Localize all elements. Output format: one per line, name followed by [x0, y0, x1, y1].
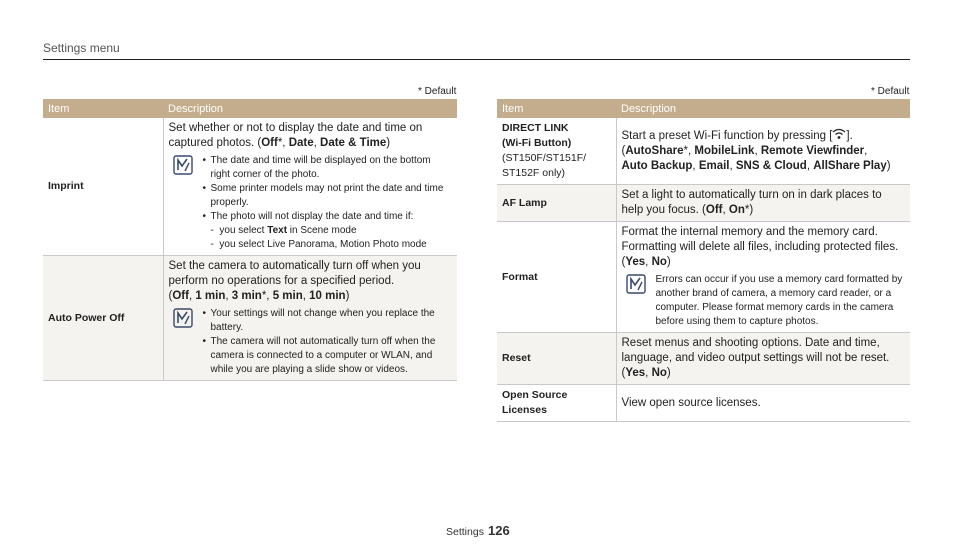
column-header-description: Description [163, 99, 457, 118]
item-imprint: Imprint [43, 118, 163, 256]
table-row-auto-power-off [43, 256, 457, 381]
item-open-source-licenses: Open Source Licenses [497, 385, 616, 422]
table-header-row [43, 99, 457, 118]
note-pencil-icon [626, 274, 646, 294]
table-row-format [497, 222, 910, 333]
description-direct-link: Start a preset Wi-Fi function by pressing [ ]. (AutoShare*, MobileLink, Remote Viewfinder, Auto Backup, Email, SNS & Cloud, AllShare Play) [616, 118, 910, 185]
footer-label: Settings [446, 526, 484, 538]
page-number: 126 [488, 523, 510, 538]
note-pencil-icon [173, 155, 193, 175]
table-header-row [497, 99, 910, 118]
column-header-item: Item [43, 99, 163, 118]
section-header: Settings menu [43, 41, 120, 55]
description-open-source-licenses: View open source licenses. [616, 385, 910, 422]
table-row-reset [497, 333, 910, 385]
settings-table-right [497, 99, 910, 422]
description-reset: Reset menus and shooting options. Date and time, language, and video output settings will not be reset. (Yes, No) [616, 333, 910, 385]
note-item: • The camera will not automatically turn off when the camera is connected to a computer or WLAN, and while you are playing a slide show or videos. [203, 335, 453, 377]
note-pencil-icon [173, 308, 193, 328]
column-header-item: Item [497, 99, 616, 118]
apo-note [169, 307, 453, 377]
description-format [616, 222, 910, 333]
format-note [622, 273, 906, 329]
item-reset: Reset [497, 333, 616, 385]
apo-text: Set the camera to automatically turn off when you perform no operations for a specified period. (Off, 1 min, 3 min*, 5 min, 10 min) [168, 260, 421, 302]
table-row-direct-link [497, 118, 910, 185]
item-af-lamp: AF Lamp [497, 185, 616, 222]
column-header-description: Description [616, 99, 910, 118]
format-text: Format the internal memory and the memory card. Formatting will delete all files, including protected files. (Yes, No) [621, 226, 899, 268]
description-auto-power-off [163, 256, 457, 381]
note-subitem: - you select Text in Scene mode [210, 225, 357, 236]
settings-table-left [43, 99, 457, 381]
note-subitem: - you select Live Panorama, Motion Photo mode [210, 239, 427, 250]
imprint-text: Set whether or not to display the date and time on captured photos. (Off*, Date, Date & Time) [168, 122, 423, 149]
note-item: • Some printer models may not print the date and time properly. [203, 182, 453, 210]
default-note-left: * Default [418, 86, 457, 97]
description-af-lamp: Set a light to automatically turn on in dark places to help you focus. (Off, On*) [616, 185, 910, 222]
default-note-right: * Default [871, 86, 910, 97]
item-auto-power-off: Auto Power Off [43, 256, 163, 381]
header-rule [43, 59, 910, 60]
note-item: • The date and time will be displayed on the bottom right corner of the photo. [203, 154, 453, 182]
table-row-af-lamp [497, 185, 910, 222]
note-item: • Your settings will not change when you replace the battery. [203, 307, 453, 335]
wifi-icon [832, 128, 846, 140]
table-row-open-source-licenses [497, 385, 910, 422]
table-row-imprint [43, 118, 457, 256]
imprint-note [169, 154, 453, 252]
note-text: Errors can occur if you use a memory card formatted by another brand of camera, a memory card reader, or a computer. Please format memory cards in the camera before using them to capture photos. [655, 274, 903, 327]
item-format: Format [497, 222, 616, 333]
item-direct-link: DIRECT LINK (Wi-Fi Button) (ST150F/ST151F/ ST152F only) [497, 118, 616, 185]
description-imprint [163, 118, 457, 256]
note-item: • The photo will not display the date and time if: [203, 210, 453, 224]
